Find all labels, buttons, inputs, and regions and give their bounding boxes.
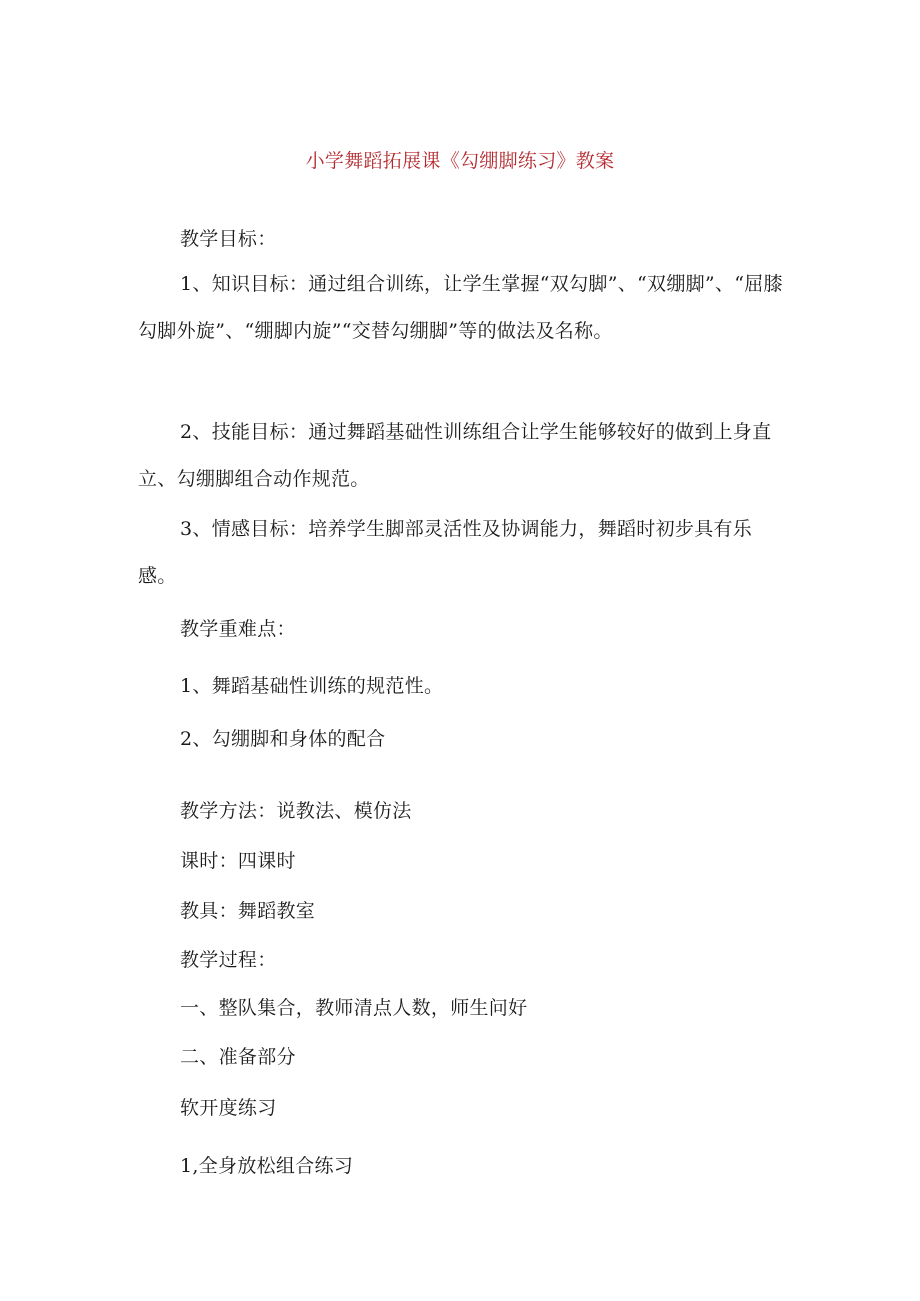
process-heading: 教学过程： [180, 949, 277, 971]
teaching-method: 教学方法：说教法、模仿法 [180, 800, 412, 822]
objective-emotion-block [138, 506, 788, 600]
process-step: 二、准备部分 [180, 1046, 296, 1068]
key-points-heading: 教学重难点： [180, 618, 296, 640]
objective-emotion: 3、情感目标：培养学生脚部灵活性及协调能力，舞蹈时初步具有乐感。 [138, 518, 753, 587]
process-step: 1,全身放松组合练习 [180, 1155, 354, 1177]
key-point-item: 1、舞蹈基础性训练的规范性。 [180, 675, 444, 697]
process-step: 软开度练习 [180, 1097, 277, 1119]
document-title: 小学舞蹈拓展课《勾绷脚练习》教案 [305, 150, 615, 172]
teaching-tools: 教具：舞蹈教室 [180, 900, 316, 922]
class-hours: 课时：四课时 [180, 850, 296, 872]
objective-skill: 2、技能目标：通过舞蹈基础性训练组合让学生能够较好的做到上身直立、勾绷脚组合动作规范。 [138, 421, 772, 490]
objective-knowledge-block [138, 261, 788, 355]
objective-knowledge: 1、知识目标：通过组合训练，让学生掌握“双勾脚”、“双绷脚”、“屈膝勾脚外旋”、“绷脚内旋”“交替勾绷脚”等的做法及名称。 [138, 273, 783, 342]
key-point-item: 2、勾绷脚和身体的配合 [180, 728, 386, 750]
process-step: 一、整队集合，教师清点人数，师生问好 [180, 997, 528, 1019]
objectives-heading: 教学目标： [180, 228, 277, 250]
objective-skill-block [138, 409, 788, 503]
